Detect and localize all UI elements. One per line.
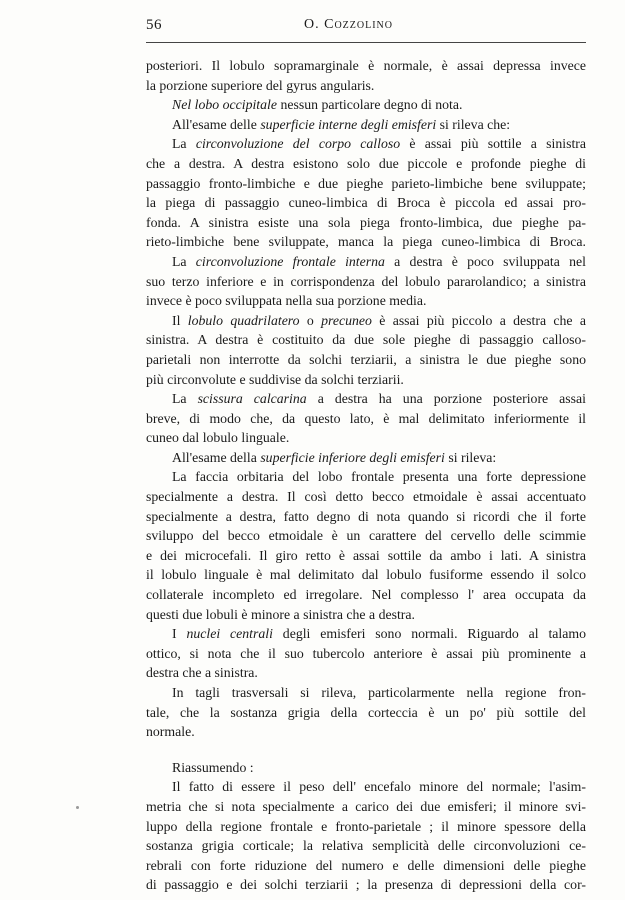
text-line: che a destra. A destra esistono solo due piccole e profonde pieghe di [146, 155, 586, 171]
text-line: La faccia orbitaria del lobo frontale presenta una forte depressione [172, 469, 586, 485]
margin-speck [76, 806, 79, 809]
text-line: rebrali con forte riduzione del numero e delle dimensioni delle pieghe [146, 857, 586, 873]
text-line: breve, di modo che, da questo lato, è mal delimitato inferiormente il [146, 410, 586, 426]
running-head: O. Cozzolino [304, 17, 393, 32]
text-line: destra che a sinistra. [146, 665, 258, 681]
text-line: All'esame della superficie inferiore degli emisferi si rileva: [172, 449, 497, 465]
text-line: questi due lobuli è minore a sinistra che a destra. [146, 606, 415, 622]
text-line: rieto-limbiche bene sviluppate, manca la piega cuneo-limbica di Broca. [146, 234, 586, 250]
text-line: Il lobulo quadrilatero o precuneo è assai più piccolo a destra che a [172, 312, 586, 328]
text-line: la porzione superiore del gyrus angularis. [146, 77, 375, 93]
text-line: I nuclei centrali degli emisferi sono normali. Riguardo al talamo [172, 626, 586, 642]
text-line: sinistra. A destra è costituito da due sole pieghe di passaggio calloso- [146, 332, 586, 348]
page-number: 56 [146, 17, 162, 33]
text-line: collaterale incompleto ed irregolare. Nel complesso l' area occupata da [146, 587, 586, 603]
text-line: posteriori. Il lobulo sopramarginale è normale, è assai depressa invece [146, 58, 586, 73]
text-line: passaggio fronto-limbiche e due pieghe parieto-limbiche bene sviluppate; [146, 175, 586, 191]
text-line: luppo della regione frontale e fronto-parietale ; il minore spessore della [146, 818, 586, 834]
text-line: Nel lobo occipitale nessun particolare degno di nota. [172, 97, 463, 113]
text-line: normale. [146, 724, 195, 740]
text-line: Riassumendo : [172, 759, 254, 775]
text-line: All'esame delle superficie interne degli emisferi si rileva che: [172, 116, 511, 132]
page-header [146, 17, 586, 39]
text-line: tale, che la sostanza grigia della corteccia è un po' più sottile del [146, 704, 586, 720]
text-line: la piega di passaggio cuneo-limbica di Broca è piccola ed assai pro- [146, 195, 586, 211]
text-line: metria che si nota specialmente a carico dei due emisferi; il minore svi- [146, 798, 586, 814]
text-line: più circonvolute e suddivise da solchi terziarii. [146, 371, 404, 387]
text-line: sviluppo del becco etmoidale è un carattere del cervello delle scimmie [146, 528, 586, 544]
text-line: e dei microcefali. Il giro retto è assai sottile da ambo i lati. A sinistra [146, 547, 586, 563]
text-line: ottico, si nota che il suo tubercolo anteriore è assai più prominente a [146, 645, 586, 661]
text-line: specialmente a destra. Il così detto becco etmoidale è assai accentuato [146, 489, 586, 505]
text-line: parietali non interrotte da solchi terziarii, a sinistra le due pieghe sono [146, 351, 586, 367]
text-line: Il fatto di essere il peso dell' encefalo minore del normale; l'asim- [172, 779, 586, 795]
text-line: In tagli trasversali si rileva, particolarmente nella regione fron- [172, 685, 586, 700]
text-line: specialmente a destra, fatto degno di nota quando si ricordi che il forte [146, 508, 586, 524]
text-line: il lobulo linguale è mal delimitato dal lobulo fusiforme essendo il solco [146, 567, 586, 583]
body-text [146, 56, 586, 895]
text-line: La circonvoluzione frontale interna a destra è poco sviluppata nel [172, 253, 586, 269]
text-line: suo terzo inferiore e in corrispondenza del lobulo pararolandico; a sinistra [146, 273, 586, 289]
text-line: cuneo dal lobulo linguale. [146, 430, 290, 446]
text-line: invece è poco sviluppata nella sua porzione media. [146, 293, 427, 309]
text-line: fonda. A sinistra esiste una sola piega fronto-limbica, due pieghe pa- [146, 214, 586, 230]
text-line: La scissura calcarina a destra ha una porzione posteriore assai [172, 391, 586, 407]
text-line: La circonvoluzione del corpo calloso è assai più sottile a sinistra [172, 136, 586, 152]
text-line: di passaggio e dei solchi terziarii ; la presenza di depressioni della cor- [146, 877, 586, 893]
header-rule [146, 42, 586, 43]
text-line: sostanza grigia corticale; la relativa semplicità delle circonvoluzioni ce- [146, 838, 586, 854]
